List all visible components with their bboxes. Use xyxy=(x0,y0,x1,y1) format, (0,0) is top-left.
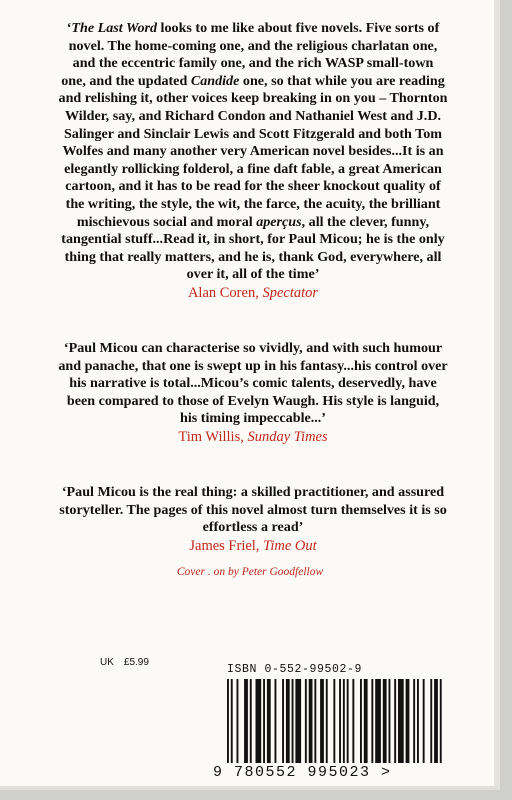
price-label xyxy=(100,657,149,668)
attribution-author: Tim Willis, xyxy=(178,428,244,445)
barcode-bar xyxy=(364,679,368,763)
review-quote-3 xyxy=(22,484,484,555)
barcode-block xyxy=(213,651,443,793)
quote-line: and panache, that one is swept up in his fantasy...his control over xyxy=(58,357,448,374)
quote-line: elegantly rollicking folderol, a fine daft fable, a great American xyxy=(64,160,442,177)
attribution-author: James Friel, xyxy=(189,537,260,554)
barcode-bar xyxy=(434,679,438,763)
barcode-bar xyxy=(326,679,328,763)
barcode-bar xyxy=(417,679,419,763)
cover-illustration-credit: Cover . on by Peter Goodfellow xyxy=(176,566,324,578)
barcode-bar xyxy=(244,679,248,763)
barcode-bar xyxy=(440,679,442,763)
barcode-bar xyxy=(360,679,362,763)
barcode-bar xyxy=(383,679,387,763)
barcode-bar xyxy=(305,679,307,763)
barcode-bar xyxy=(343,679,345,763)
barcode-bar xyxy=(389,679,391,763)
quote-line: Salinger and Sinclair Lewis and Scott Fitzgerald and both Tom xyxy=(63,125,443,142)
barcode-bar xyxy=(309,679,313,763)
quote-line: storyteller. The pages of this novel almost turn themselves it is so xyxy=(59,501,447,518)
barcode-bar xyxy=(423,679,425,763)
quote-line: cartoon, and it has to be read for the sheer knockout quality of xyxy=(65,178,441,195)
barcode-bar xyxy=(430,679,432,763)
barcode-bar xyxy=(333,679,335,763)
quote-line: his timing impeccable...’ xyxy=(179,410,327,427)
barcode-bar xyxy=(282,679,284,763)
quote-line: and relishing it, other voices keep breaking in on you – Thornton xyxy=(58,90,448,107)
quote-line: been compared to those of Evelyn Waugh. His style is languid, xyxy=(66,392,440,409)
barcode-bar xyxy=(347,679,349,763)
barcode-bar xyxy=(406,679,410,763)
barcode-bar xyxy=(231,679,233,763)
attribution-author: Alan Coren, xyxy=(187,284,259,301)
barcode-bar xyxy=(398,679,404,763)
barcode-bar xyxy=(275,679,277,763)
barcode-bar xyxy=(292,679,294,763)
isbn-number: ISBN 0-552-99502-9 xyxy=(227,663,363,676)
quote-line: one, and the updated Candide one, so that while you are reading xyxy=(61,72,445,89)
attribution-source: Sunday Times xyxy=(247,428,328,445)
review-quote-1 xyxy=(22,20,484,303)
barcode-bar xyxy=(256,679,262,763)
barcode-bar xyxy=(339,679,341,763)
quote-line: effortless a read’ xyxy=(202,519,304,536)
barcode-bar xyxy=(286,679,290,763)
barcode-bar xyxy=(413,679,415,763)
quote-attribution xyxy=(22,538,484,556)
attribution-source: Time Out xyxy=(263,537,317,554)
quote-line: ‘Paul Micou is the real thing: a skilled practitioner, and assured xyxy=(61,484,445,500)
quote-line: thing that really matters, and he is, thank God, everywhere, all xyxy=(64,248,442,265)
barcode-bar xyxy=(237,679,239,763)
barcode-bar xyxy=(375,679,381,763)
barcode-bar xyxy=(250,679,252,763)
quote-attribution xyxy=(22,429,484,447)
quote-line: tangential stuff...Read it, in short, for Paul Micou; he is the only xyxy=(61,231,445,248)
quote-line: ‘The Last Word looks to me like about five novels. Five sorts of xyxy=(66,20,440,36)
quote-line: his narrative is total...Micou’s comic talents, deservedly, have xyxy=(69,375,437,392)
price-amount: £5.99 xyxy=(123,657,149,668)
barcode-bar xyxy=(227,679,229,763)
ean-number: 9 780552 995023 > xyxy=(213,764,392,781)
quote-line: Wilder, say, and Richard Condon and Nathaniel West and J.D. xyxy=(64,107,442,124)
barcode-bar xyxy=(314,679,316,763)
quote-line: ‘Paul Micou can characterise so vividly, and with such humour xyxy=(63,340,443,356)
review-quote-2 xyxy=(22,340,484,447)
quote-line: over it, all of the time’ xyxy=(186,266,320,283)
barcode-bar xyxy=(267,679,271,763)
barcode-bars xyxy=(213,679,443,763)
barcode-bar xyxy=(263,679,265,763)
barcode-bar xyxy=(295,679,301,763)
quote-attribution xyxy=(22,285,484,303)
barcode-bar xyxy=(352,679,354,763)
barcode-bar xyxy=(371,679,373,763)
barcode-bar xyxy=(320,679,324,763)
attribution-source: Spectator xyxy=(262,284,319,301)
price-country: UK xyxy=(100,657,114,668)
barcode-bar xyxy=(394,679,396,763)
quote-line: Wolfes and many another very American novel besides...It is an xyxy=(62,143,444,160)
quote-line: mischievous social and moral aperçus, all the clever, funny, xyxy=(76,213,430,230)
quote-line: the writing, the style, the wit, the farce, the acuity, the brilliant xyxy=(65,195,441,212)
quote-line: novel. The home-coming one, and the religious charlatan one, xyxy=(68,37,438,54)
quote-line: and the eccentric family one, and the rich WASP small-town xyxy=(72,55,434,72)
